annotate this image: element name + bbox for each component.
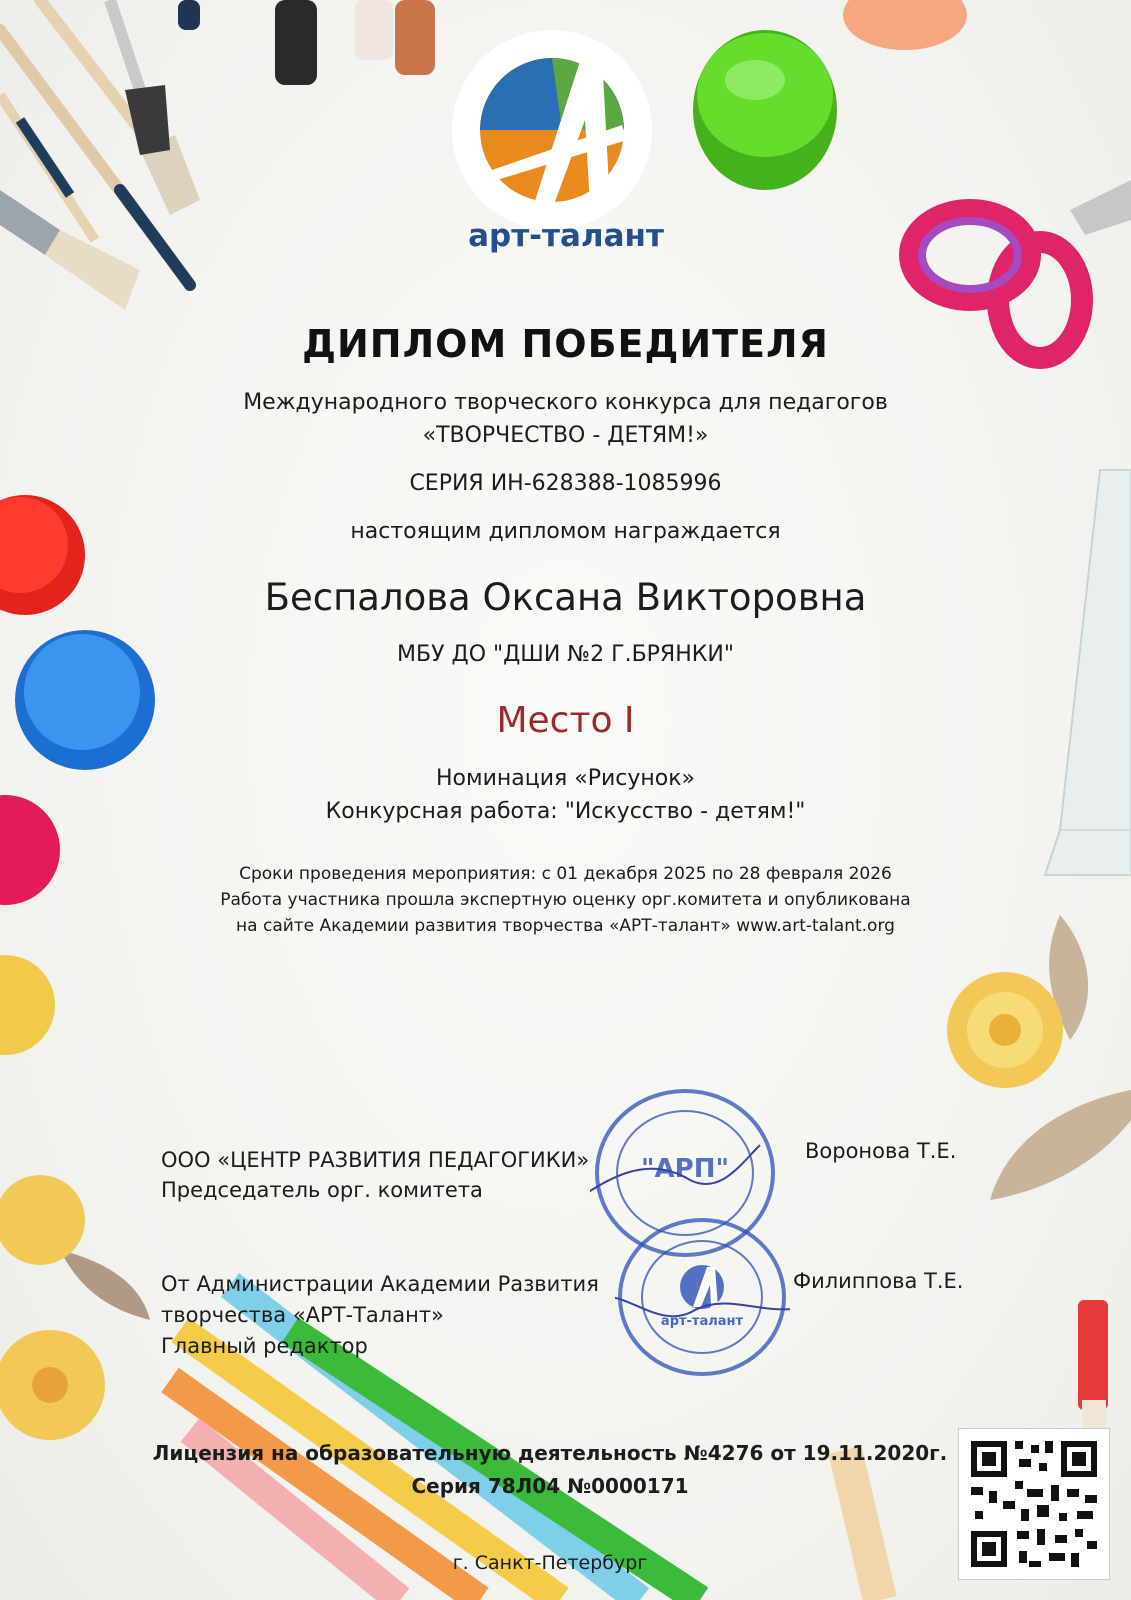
org1-line-2: Председатель орг. комитета bbox=[161, 1178, 483, 1202]
contest-line-1: Международного творческого конкурса для педагогов bbox=[243, 390, 888, 415]
info-line-2: на сайте Академии развития творчества «АРТ-талант» www.art-talant.org bbox=[236, 916, 895, 936]
org2-line-1: От Администрации Академии Развития bbox=[161, 1272, 599, 1296]
diploma-series: СЕРИЯ ИН-628388-1085996 bbox=[409, 471, 722, 496]
nomination: Номинация «Рисунок» bbox=[436, 766, 695, 791]
signer-1-name: Воронова Т.Е. bbox=[805, 1139, 957, 1163]
qr-code-image bbox=[959, 1429, 1109, 1579]
flowers-left bbox=[0, 1175, 150, 1440]
info-line-1: Работа участника прошла экспертную оценку орг.комитета и опубликована bbox=[220, 890, 911, 910]
qr-code[interactable] bbox=[958, 1428, 1110, 1580]
contest-line-2: «ТВОРЧЕСТВО - ДЕТЯМ!» bbox=[422, 423, 709, 448]
awarded-text: настоящим дипломом награждается bbox=[350, 519, 781, 544]
brushes-illustration bbox=[0, 0, 435, 310]
org1-line-1: ООО «ЦЕНТР РАЗВИТИЯ ПЕДАГОГИКИ» bbox=[161, 1148, 590, 1172]
org2-line-2: творчества «АРТ-Талант» bbox=[161, 1303, 444, 1327]
signer-2-name: Филиппова Т.Е. bbox=[793, 1269, 964, 1293]
art-talant-logo bbox=[452, 30, 652, 230]
contest-work: Конкурсная работа: "Искусство - детям!" bbox=[325, 799, 806, 824]
org2-line-3: Главный редактор bbox=[161, 1334, 368, 1358]
stamp2-text: арт-талант bbox=[660, 1314, 744, 1329]
green-paint-jar bbox=[693, 30, 837, 190]
city-text: г. Санкт-Петербург bbox=[452, 1552, 648, 1574]
license-text: Лицензия на образовательную деятельность №4276 от 19.11.2020г. bbox=[152, 1441, 948, 1465]
place-award: Место I bbox=[496, 700, 635, 741]
stamp1-text: "АРП" bbox=[640, 1154, 730, 1184]
event-dates: Сроки проведения мероприятия: с 01 декабря 2025 по 28 февраля 2026 bbox=[239, 864, 892, 884]
orange-paint-jar bbox=[843, 0, 967, 50]
diploma-title: ДИПЛОМ ПОБЕДИТЕЛЯ bbox=[302, 322, 829, 366]
logo-brand-text: арт-талант bbox=[468, 218, 664, 254]
flowers-right bbox=[947, 915, 1131, 1200]
license-series: Серия 78Л04 №0000171 bbox=[411, 1474, 689, 1498]
stamp-art-talant bbox=[615, 1215, 790, 1380]
recipient-name: Беспалова Оксана Викторовна bbox=[264, 576, 867, 619]
recipient-organization: МБУ ДО "ДШИ №2 Г.БРЯНКИ" bbox=[397, 642, 734, 667]
